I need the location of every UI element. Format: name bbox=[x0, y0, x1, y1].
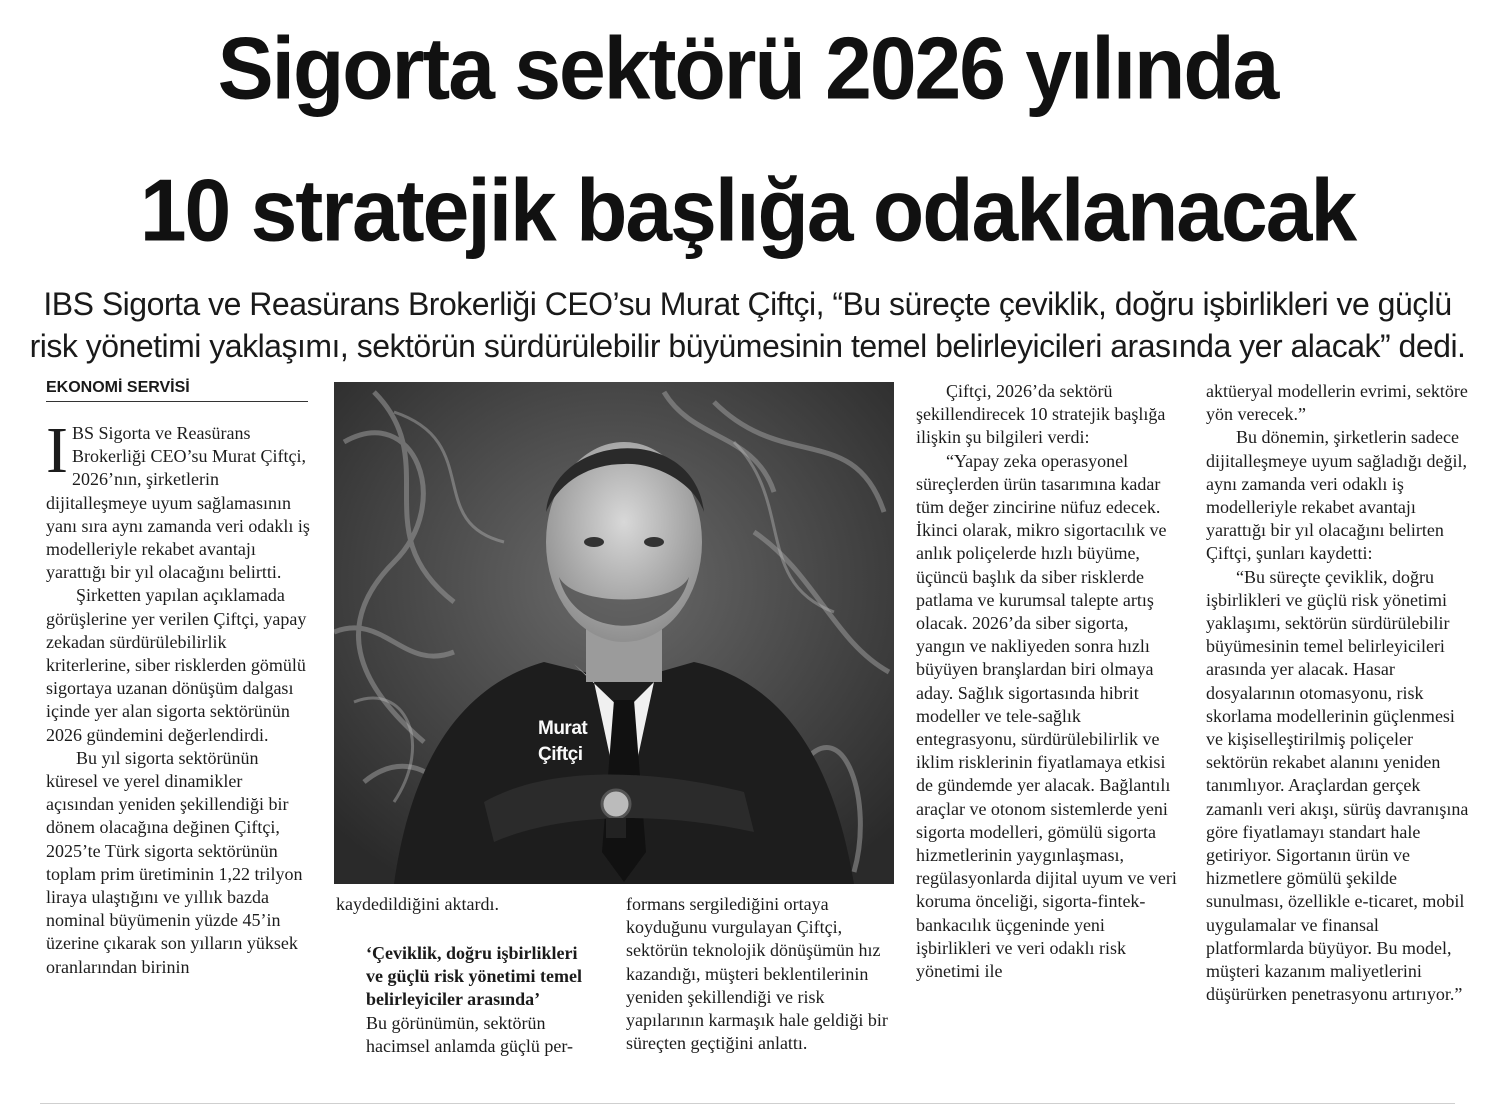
article-column-1 bbox=[46, 414, 310, 979]
photo-caption bbox=[538, 716, 598, 768]
headline-line-1: Sigorta sektörü 2026 yılında bbox=[217, 18, 1278, 118]
paragraph: Bu yıl sigorta sektörünün küresel ve yerel dinamikler açısından yeniden şekillendiği bir dönem olacağına değinen Çiftçi, 2025’te Türk sigorta sektörünün toplam prim üretiminin 1,22 trilyon liraya ulaştığını ve yıllık bazda nominal büyümenin yüzde 45’in üzerine çıkarak son yılların yüksek oranlarından birinin bbox=[46, 747, 303, 977]
subheading bbox=[366, 942, 586, 1058]
paragraph: “Bu süreçte çeviklik, doğru işbirlikleri ve güçlü risk yönetimi yaklaşımı, sektörün sürdürülebilir büyümesinin temel belirleyicileri arasında yer alacak. Hasar dosyalarının otomasyonu, risk skorlama modellerinin güçlenmesi ve kişiselleştirilmiş poliçeler sektörün rekabet alanını yeniden tanımlıyor. Araçlardan gerçek zamanlı veri akışı, sürüş davranışına göre fiyatlamayı standart hale getiriyor. Sigortanın ürün ve hizmetlere gömülü şekilde sunulması, özellikle e-ticaret, mobil uygulamalar ve finansal platformlarda büyüyor. Bu model, müşteri kazanım maliyetlerini düşürürken penetrasyonu artırıyor.” bbox=[1206, 566, 1469, 1005]
lead-paragraph bbox=[46, 414, 310, 584]
subheading-text: ‘Çeviklik, doğru işbirlikleri ve güçlü risk yönetimi temel belirleyiciler arasında’ bbox=[366, 943, 582, 1010]
paragraph bbox=[366, 1012, 586, 1058]
paragraph: Bu dönemin, şirketlerin sadece dijitalleşmeye uyum sağladığı değil, aynı zamanda veri odaklı iş modelleriyle rekabet avantajı yarattığı bir yıl olacağını belirten Çiftçi, şunları kaydetti: bbox=[1206, 427, 1467, 564]
deck-line-1: IBS Sigorta ve Reasürans Brokerliği CEO’su Murat Çiftçi, “Bu süreçte çeviklik, doğru işbirlikleri ve güçlü bbox=[43, 286, 1452, 322]
deck-line-2: risk yönetimi yaklaşımı, sektörün sürdürülebilir büyümesinin temel belirleyicileri arasında yer alacak” dedi. bbox=[29, 328, 1466, 364]
paragraph: Şirketten yapılan açıklamada görüşlerine yer verilen Çiftçi, yapay zekadan sürdürülebilirlik kriterlerine, siber risklerden gömülü sigortaya uzanan dönüşüm dalgası içinde yer alan sigorta sektörünün 2026 gündemini değerlendirdi. bbox=[46, 585, 307, 745]
article-column-2 bbox=[336, 893, 586, 916]
paragraph: “Yapay zeka operasyonel süreçlerden ürün tasarımına kadar tüm değer zincirine nüfuz edecek. İkinci olarak, mikro sigortacılık ve anlık poliçelerde hızlı büyüme, üçüncü başlık da siber risklerde patlama ve kurumsal talepte artış olacak. 2026’da siber sigorta, yangın ve nakliyeden sonra hızlı büyüyen branşlardan biri olmaya aday. Sağlık sigortasında hibrit modeller ve tele-sağlık entegrasyonu, sürdürülebilirlik ve iklim risklerinin fiyatlamaya etkisi de gündemde yer alacak. Bağlantılı araçlar ve otonom sistemlerde yeni sigorta modelleri, gömülü sigorta hizmetlerinin yaygınlaşması, regülasyonlarda dijital uyum ve veri koruma önceliği, sigorta-fintek-bankacılık üçgeninde yeni işbirlikleri ve veri odaklı risk yönetimi ile bbox=[916, 450, 1177, 982]
caption-last-name: Çiftçi bbox=[538, 744, 583, 765]
paragraph: aktüeryal modellerin evrimi, sektöre yön verecek.” bbox=[1206, 381, 1468, 425]
article-column-4 bbox=[916, 380, 1180, 983]
paragraph: Çiftçi, 2026’da sektörü şekillendirecek 10 stratejik başlığa ilişkin şu bilgileri verdi: bbox=[916, 381, 1166, 448]
caption-first-name: Murat bbox=[538, 718, 588, 739]
lead-text: BS Sigorta ve Reasürans Brokerliği CEO’su Murat Çiftçi, 2026’nın, şirketlerin dijitalleşmeye uyum sağlamasının yanı sıra aynı zamanda veri odaklı iş modelleriyle rekabet avantajı yarattığı bir yıl olacağını belirtti. bbox=[46, 423, 310, 583]
article-column-3 bbox=[626, 893, 892, 1055]
portrait-illustration bbox=[334, 382, 894, 884]
paragraph-text: Bu görünümün, sektörün hacimsel anlamda güçlü per- bbox=[366, 1012, 574, 1056]
portrait-photo bbox=[334, 382, 894, 884]
byline-service: EKONOMİ SERVİSİ bbox=[46, 377, 308, 402]
headline-line-2: 10 stratejik başlığa odaklanacak bbox=[139, 160, 1356, 260]
paragraph: formans sergilediğini ortaya koyduğunu vurgulayan Çiftçi, sektörün teknolojik dönüşümün hız kazandığı, müşteri beklentilerinin yeniden şekillendiği ve risk yapılarının karmaşık hale geldiği bir süreçten geçtiğini anlattı. bbox=[626, 894, 888, 1054]
paragraph: kaydedildiğini aktardı. bbox=[336, 894, 499, 914]
bottom-divider bbox=[40, 1103, 1455, 1104]
drop-cap: I bbox=[46, 414, 68, 487]
article-column-5 bbox=[1206, 380, 1470, 1006]
